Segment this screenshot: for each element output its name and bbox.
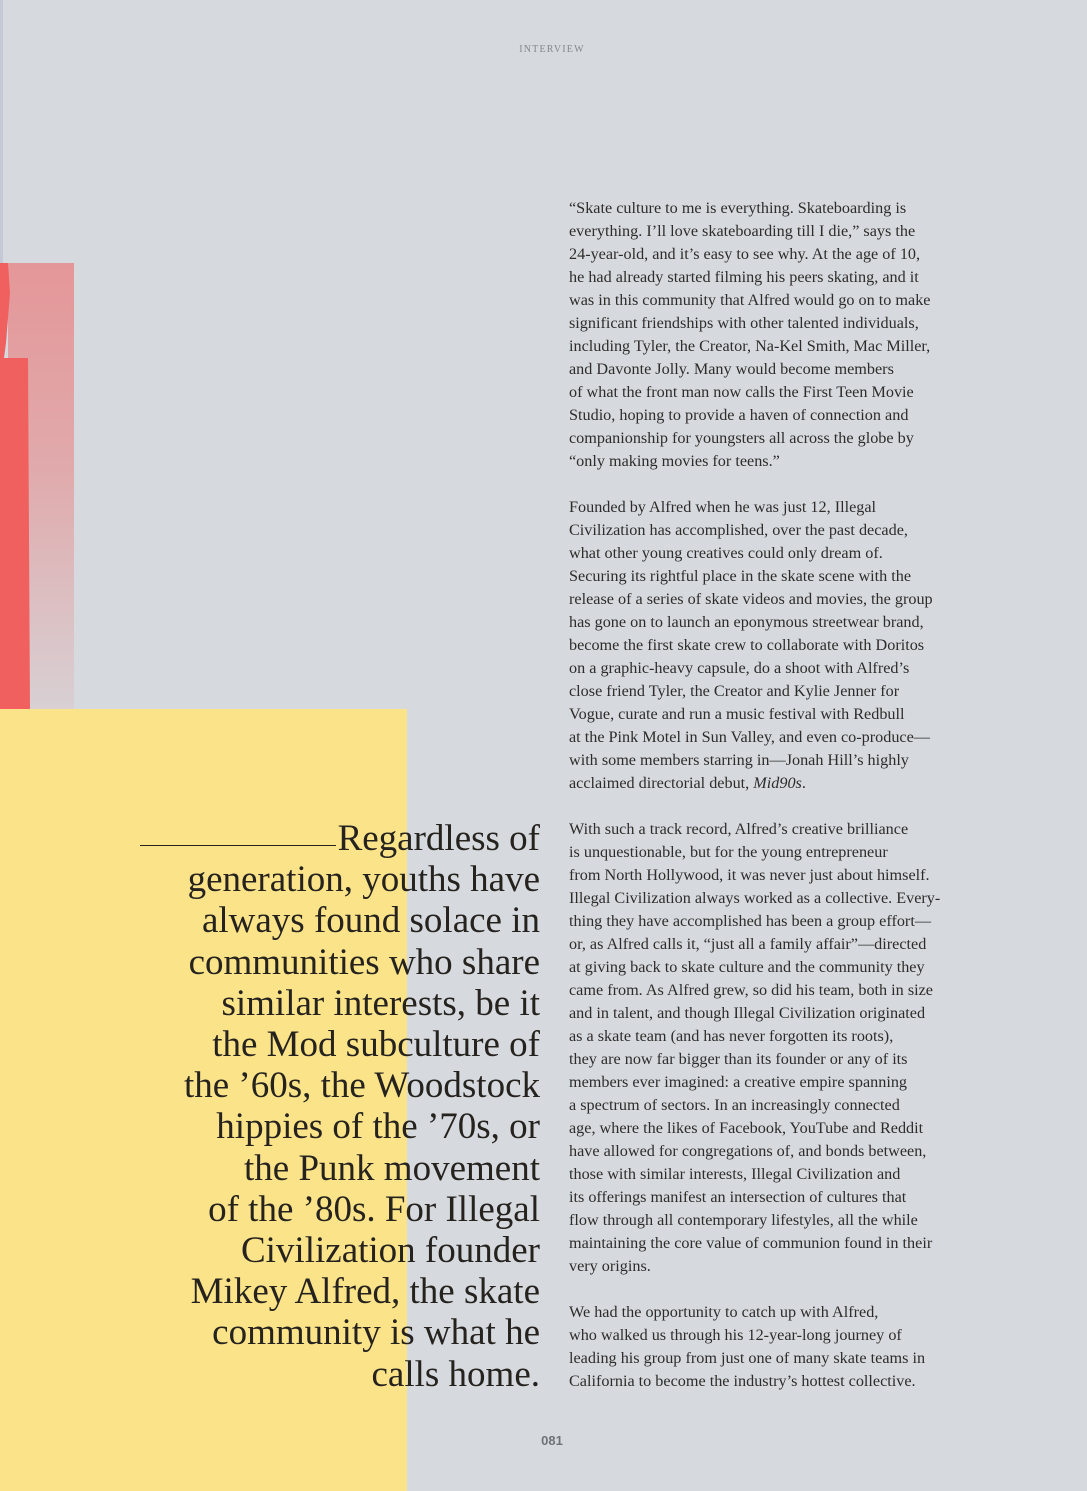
pull-quote-line: always found solace in	[201, 900, 540, 942]
pull-quote-line: communities who share	[188, 941, 540, 983]
film-title: Mid90s	[753, 774, 802, 792]
section-label: INTERVIEW	[519, 44, 585, 55]
pull-quote-line: Mikey Alfred, the skate	[190, 1271, 540, 1313]
pull-quote-rule	[140, 845, 336, 846]
pull-quote-line: generation, youths have	[187, 859, 540, 901]
pull-quote-line: calls home.	[371, 1353, 540, 1395]
article-body	[569, 197, 989, 1393]
body-paragraph-2	[569, 496, 989, 795]
body-paragraph-3: With such a track record, Alfred’s creative brilliance is unquestionable, but for the young entrepreneur from North Hollywood, it was never just about himself. Illegal Civilization always worked as a collective. Every- thing they have accomplished has been a group effort— or, as Alfred calls it, “just all a family affair”—directed at giving back to skate culture and the community they came from. As Alfred grew, so did his team, both in size and in talent, and though Illegal Civilization originated as a skate team (and has never forgotten its roots), they are now far bigger than its founder or any of its members ever imagined: a creative empire spanning a spectrum of sectors. In an increasingly connected age, where the likes of Facebook, YouTube and Reddit have allowed for congregations of, and bonds between, those with similar interests, Illegal Civilization and its offerings manifest an intersection of cultures that flow through all contemporary lifestyles, all the while maintaining the core value of communion found in their very origins.	[569, 820, 941, 1275]
pull-quote-line: community is what he	[212, 1312, 540, 1354]
paragraph-tail: .	[801, 774, 806, 792]
page-number: 081	[541, 1433, 563, 1448]
pull-quote-line: Regardless of	[337, 818, 540, 859]
pull-quote-line: Civilization founder	[240, 1230, 540, 1272]
pull-quote-line: of the ’80s. For Illegal	[208, 1188, 540, 1230]
candle-image-icon	[0, 263, 76, 710]
pull-quote-line: similar interests, be it	[221, 982, 540, 1024]
pull-quote	[100, 818, 540, 1395]
pull-quote-line: hippies of the ’70s, or	[216, 1106, 540, 1148]
pull-quote-line: the Punk movement	[244, 1147, 540, 1189]
paragraph-text: Founded by Alfred when he was just 12, Illegal Civilization has accomplished, over the past decade, what other young creatives could only dream of. Securing its rightful place in the skate scene with the release of a series of skate videos and movies, the group has gone on to launch an eponymous streetwear brand, become the first skate crew to collaborate with Doritos on a graphic-heavy capsule, do a shoot with Alfred’s close friend Tyler, the Creator and Kylie Jenner for Vogue, curate and run a music festival with Redbull at the Pink Motel in Sun Valley, and even co-produce— with some members starring in—Jonah Hill’s highly acclaimed directorial debut,	[569, 498, 933, 792]
body-paragraph-4: We had the opportunity to catch up with Alfred, who walked us through his 12-year-long journey of leading his group from just one of many skate teams in California to become the industry’s hottest collective.	[569, 1303, 926, 1390]
pull-quote-line: the ’60s, the Woodstock	[183, 1065, 540, 1107]
pull-quote-line: the Mod subculture of	[212, 1024, 540, 1066]
body-paragraph-1: “Skate culture to me is everything. Skateboarding is everything. I’ll love skateboarding till I die,” says the 24-year-old, and it’s easy to see why. At the age of 10, he had already started filming his peers skating, and it was in this community that Alfred would go on to make significant friendships with other talented individuals, including Tyler, the Creator, Na-Kel Smith, Mac Miller, and Davonte Jolly. Many would become members of what the front man now calls the First Teen Movie Studio, hoping to provide a haven of connection and companionship for youngsters all across the globe by “only making movies for teens.”	[569, 199, 931, 470]
